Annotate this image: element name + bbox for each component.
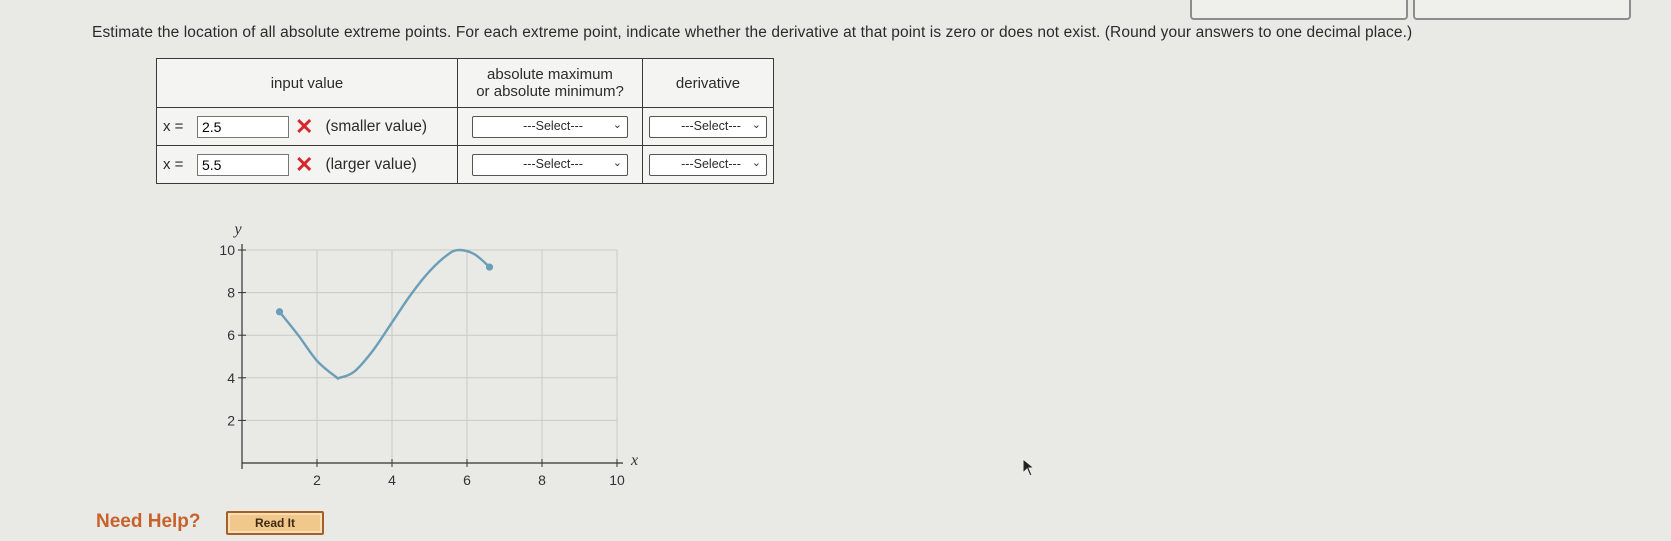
need-help-label: Need Help?: [96, 511, 201, 532]
select-value: ---Select---: [523, 118, 583, 133]
header-input-value: input value: [157, 59, 458, 108]
answers-table: [156, 58, 774, 184]
qualifier-label: (larger value): [325, 155, 417, 173]
derivative-select-larger[interactable]: [649, 154, 767, 176]
x-equals-label: x =: [163, 118, 184, 135]
endpoint-dot: [486, 263, 493, 270]
x-tick-label: 4: [388, 472, 396, 488]
maxmin-cell: [458, 146, 643, 184]
top-button-left[interactable]: [1190, 0, 1408, 20]
x-equals-label: x =: [163, 156, 184, 173]
header-max-min-line1: absolute maximum: [487, 66, 613, 83]
table-row: [157, 146, 774, 184]
table-row: [157, 108, 774, 146]
chevron-down-icon: ⌄: [612, 156, 622, 169]
instructions-text: Estimate the location of all absolute extreme points. For each extreme point, indicate whether the derivative at that point is zero or does not exist. (Round your answers to one decimal place.): [92, 24, 1413, 41]
x-value-input-larger[interactable]: [197, 154, 289, 176]
incorrect-x-icon: ✕: [295, 151, 314, 177]
chevron-down-icon: ⌄: [612, 118, 622, 131]
input-cell: [157, 146, 458, 184]
incorrect-x-icon: ✕: [295, 113, 314, 139]
y-tick-label: 10: [219, 242, 235, 258]
select-value: ---Select---: [681, 156, 741, 171]
input-cell: [157, 108, 458, 146]
select-value: ---Select---: [523, 156, 583, 171]
y-tick-label: 6: [227, 327, 235, 344]
derivative-select-smaller[interactable]: [649, 116, 767, 138]
x-tick-label: 8: [538, 472, 546, 488]
y-tick-label: 8: [227, 284, 235, 301]
endpoint-dot: [276, 308, 283, 315]
derivative-cell: [643, 108, 774, 146]
x-value-input-smaller[interactable]: [197, 116, 289, 138]
function-graph: [190, 195, 650, 495]
select-value: ---Select---: [681, 118, 741, 133]
x-tick-label: 2: [313, 472, 321, 488]
mouse-cursor-icon: [1022, 458, 1038, 478]
function-curve: [280, 250, 490, 379]
chevron-down-icon: ⌄: [751, 156, 761, 169]
top-button-right[interactable]: [1413, 0, 1631, 20]
maxmin-cell: [458, 108, 643, 146]
y-axis-label: y: [234, 221, 242, 238]
maxmin-select-larger[interactable]: [472, 154, 628, 176]
x-tick-label: 10: [609, 472, 625, 488]
header-derivative: derivative: [643, 59, 774, 108]
qualifier-label: (smaller value): [325, 117, 428, 135]
table-header-row: [157, 59, 774, 108]
maxmin-select-smaller[interactable]: [472, 116, 628, 138]
header-max-min-line2: or absolute minimum?: [476, 83, 624, 100]
header-max-min: [458, 59, 643, 108]
x-tick-label: 6: [463, 472, 471, 488]
y-tick-label: 2: [227, 412, 235, 429]
chevron-down-icon: ⌄: [751, 118, 761, 131]
y-tick-label: 4: [227, 369, 235, 386]
read-it-button[interactable]: Read It: [226, 511, 324, 535]
derivative-cell: [643, 146, 774, 184]
x-axis-label: x: [631, 452, 639, 469]
